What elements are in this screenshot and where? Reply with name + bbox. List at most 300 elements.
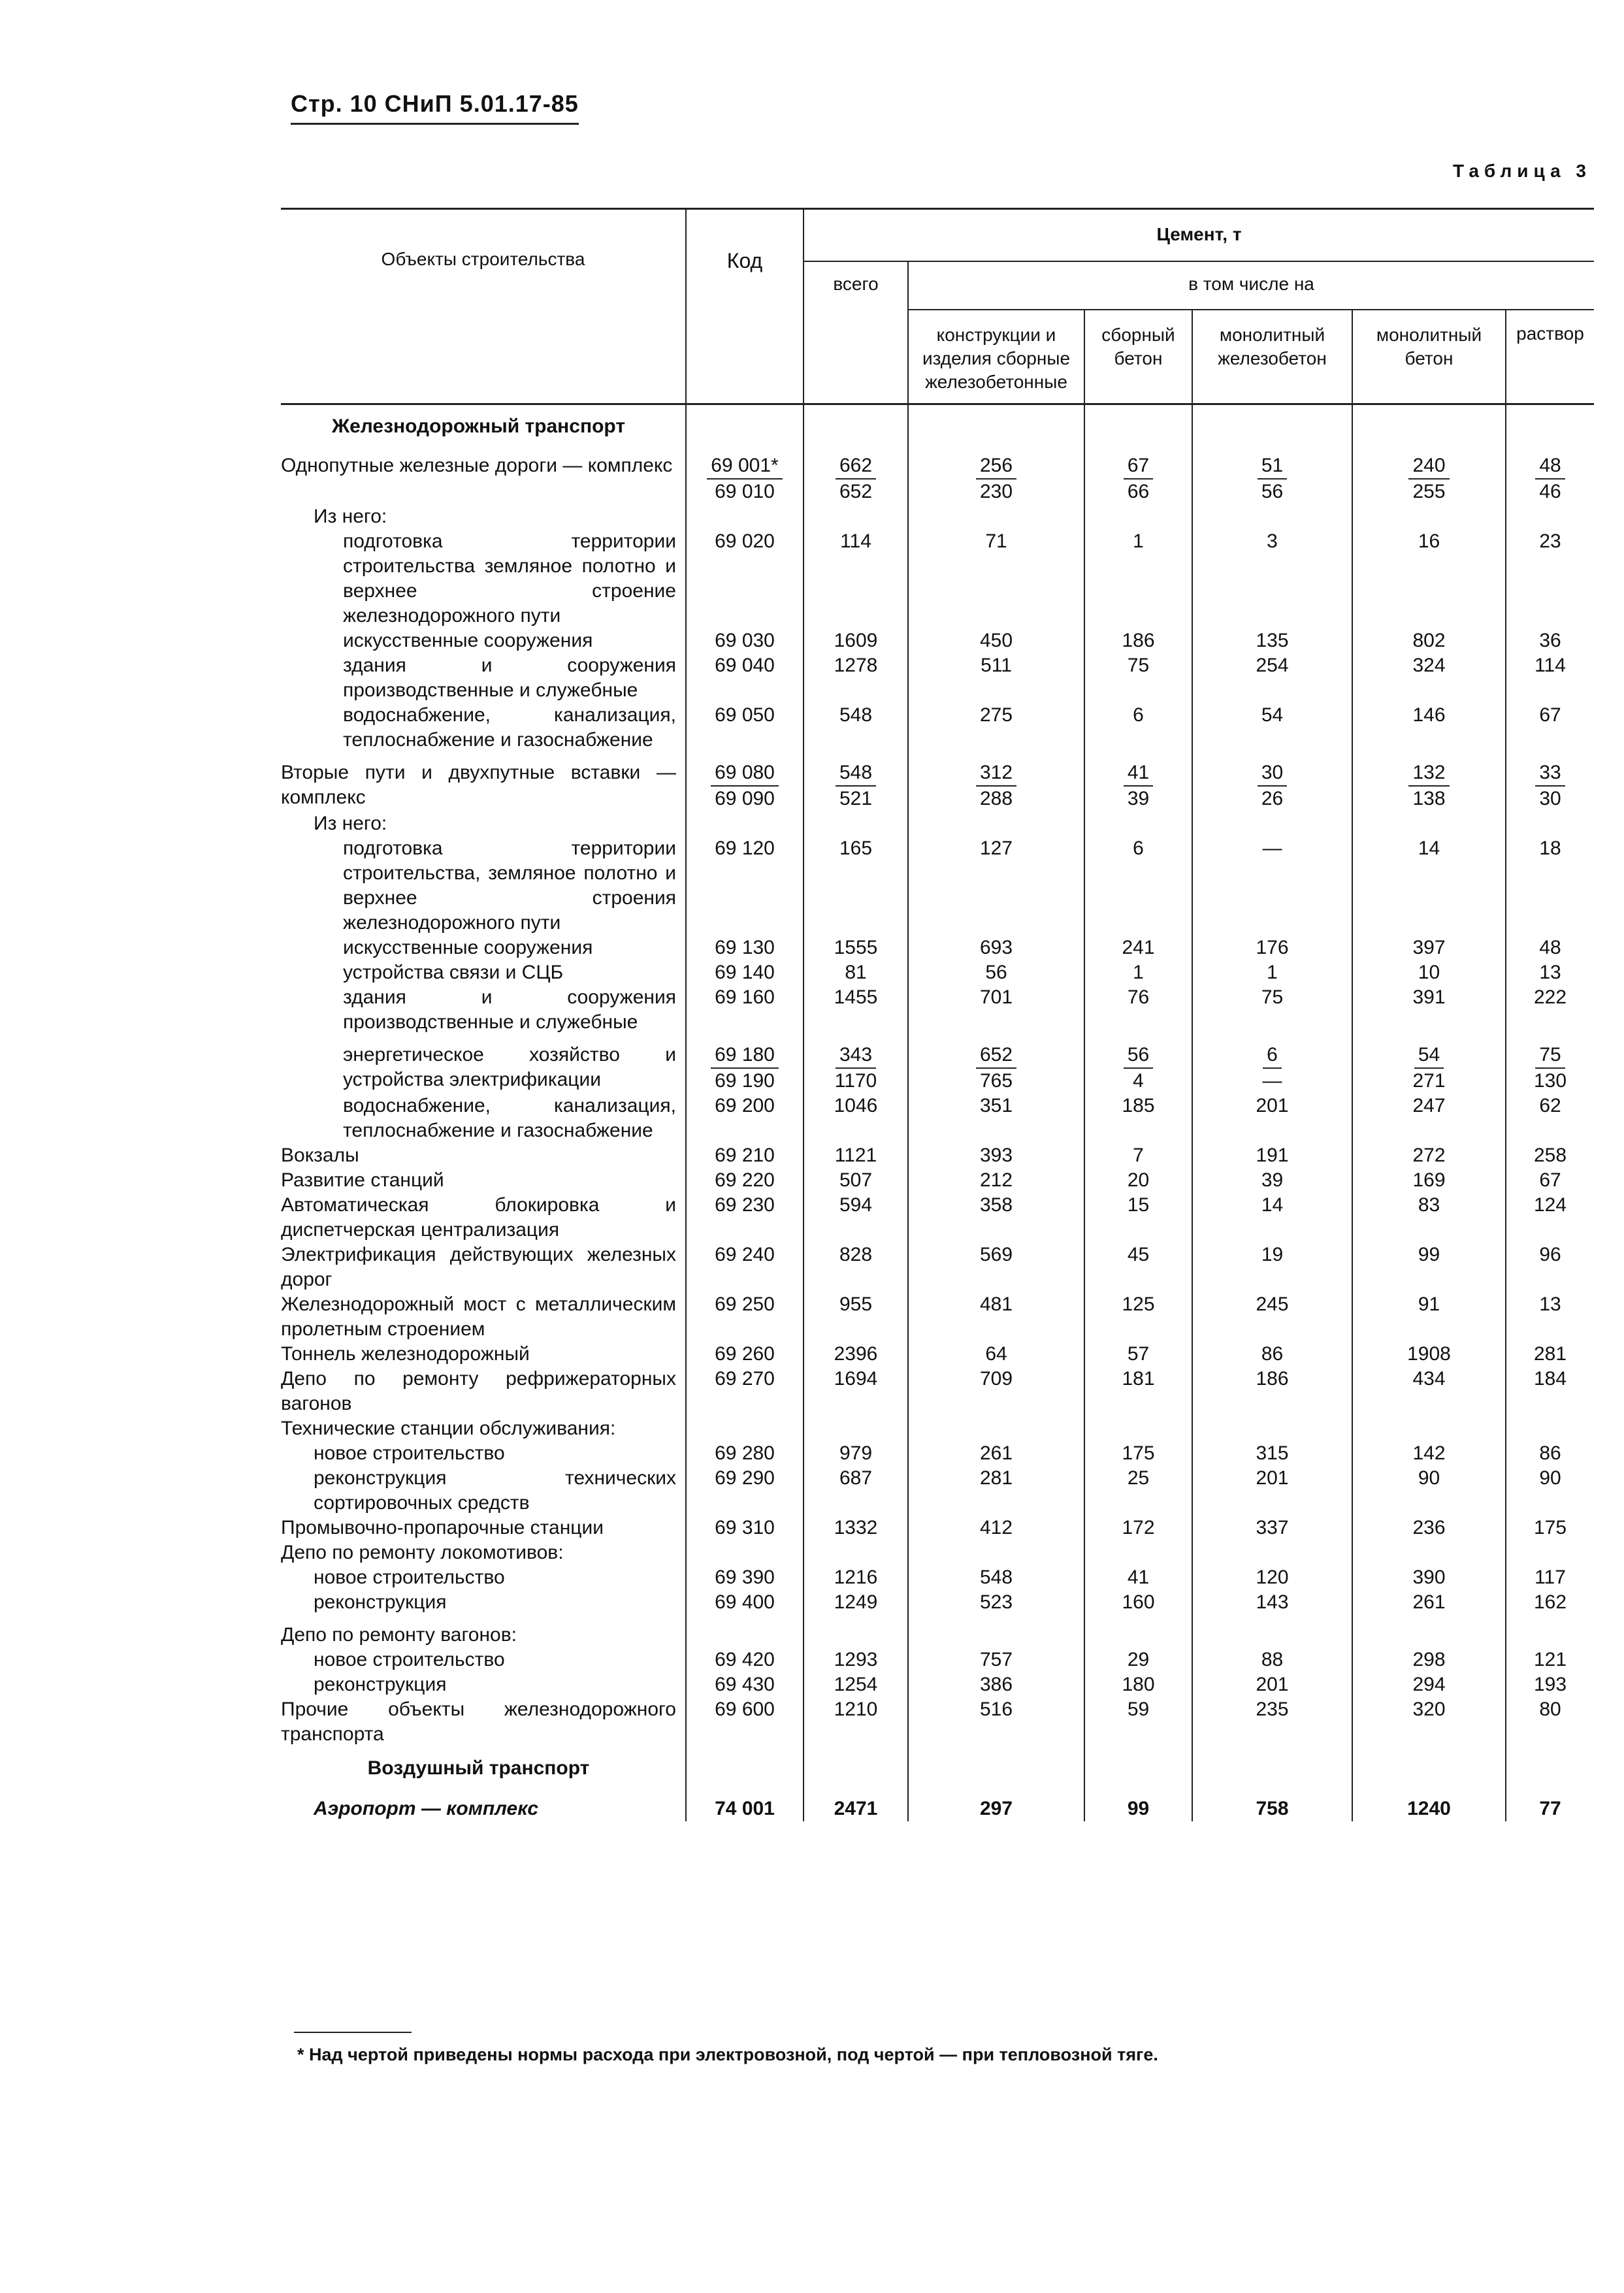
empty-cell bbox=[908, 404, 1084, 446]
cement-precast-concrete: 41 bbox=[1084, 1565, 1192, 1590]
cement-monolithic-rc bbox=[1192, 1035, 1352, 1094]
cement-mortar: 121 bbox=[1506, 1648, 1594, 1672]
cement-precast-rc bbox=[908, 1615, 1084, 1648]
cement-monolithic-rc: 88 bbox=[1192, 1648, 1352, 1672]
header-including: в том числе на bbox=[908, 261, 1594, 310]
cement-precast-concrete bbox=[1084, 811, 1192, 836]
object-code bbox=[686, 1615, 804, 1648]
header-col-monolithic-concrete: монолитный бетон bbox=[1352, 310, 1506, 404]
cement-mortar: 62 bbox=[1506, 1094, 1594, 1143]
cement-monolithic-rc bbox=[1192, 811, 1352, 836]
object-code: 69 260 bbox=[686, 1342, 804, 1367]
cement-total bbox=[804, 811, 908, 836]
cement-total: 1455 bbox=[804, 985, 908, 1035]
cement-monolithic-concrete: 83 bbox=[1352, 1193, 1506, 1243]
cement-total bbox=[804, 1035, 908, 1094]
object-code: 69 220 bbox=[686, 1168, 804, 1193]
cement-precast-concrete: 160 bbox=[1084, 1590, 1192, 1615]
object-code: 69 120 bbox=[686, 836, 804, 935]
cement-monolithic-concrete bbox=[1352, 446, 1506, 504]
cement-monolithic-concrete: 169 bbox=[1352, 1168, 1506, 1193]
fraction-value: $\frac{30}{26}$ bbox=[1258, 760, 1287, 811]
cement-precast-rc: 275 bbox=[908, 703, 1084, 753]
table-row bbox=[281, 504, 1594, 529]
cement-monolithic-concrete: 1908 bbox=[1352, 1342, 1506, 1367]
cement-precast-rc bbox=[908, 811, 1084, 836]
cement-precast-rc: 281 bbox=[908, 1466, 1084, 1516]
object-name: искусственные сооружения bbox=[343, 630, 593, 651]
object-name: Железнодорожный мост с металлическим пролетным строением bbox=[281, 1293, 676, 1340]
object-code bbox=[686, 811, 804, 836]
table-row bbox=[281, 985, 1594, 1035]
empty-cell bbox=[908, 1747, 1084, 1787]
cement-monolithic-rc bbox=[1192, 446, 1352, 504]
cement-monolithic-rc bbox=[1192, 1615, 1352, 1648]
fraction-value: $\frac{69 180}{69 190}$ bbox=[711, 1043, 779, 1094]
fraction-value: $\frac{662}{652}$ bbox=[836, 453, 876, 504]
empty-cell bbox=[804, 404, 908, 446]
cement-mortar bbox=[1506, 1416, 1594, 1441]
cement-mortar: 162 bbox=[1506, 1590, 1594, 1615]
cement-precast-concrete bbox=[1084, 504, 1192, 529]
cement-precast-rc: 386 bbox=[908, 1672, 1084, 1697]
cement-precast-rc bbox=[908, 1416, 1084, 1441]
fraction-value: $\frac{652}{765}$ bbox=[976, 1043, 1016, 1094]
object-name: подготовка территории строительства, земляное полотно и верхнее строения железнодорожного пути bbox=[343, 838, 676, 934]
cement-monolithic-rc: 135 bbox=[1192, 628, 1352, 653]
cement-mortar: 80 bbox=[1506, 1697, 1594, 1747]
table-row bbox=[281, 1342, 1594, 1367]
table-row bbox=[281, 1516, 1594, 1540]
cement-precast-rc: 64 bbox=[908, 1342, 1084, 1367]
cement-monolithic-concrete: 1240 bbox=[1352, 1787, 1506, 1821]
footnote: * Над чертой приведены нормы расхода при электровозной, под чертой — при тепловозной тяге. bbox=[297, 2045, 1158, 2064]
cement-total: 1694 bbox=[804, 1367, 908, 1416]
cement-precast-rc: 569 bbox=[908, 1243, 1084, 1292]
object-code: 69 390 bbox=[686, 1565, 804, 1590]
cement-monolithic-rc: 254 bbox=[1192, 653, 1352, 703]
cement-monolithic-concrete: 146 bbox=[1352, 703, 1506, 753]
cement-monolithic-rc: 235 bbox=[1192, 1697, 1352, 1747]
cement-total: 1609 bbox=[804, 628, 908, 653]
empty-cell bbox=[804, 1747, 908, 1787]
cement-precast-concrete: 6 bbox=[1084, 836, 1192, 935]
object-code bbox=[686, 1416, 804, 1441]
object-code bbox=[686, 1035, 804, 1094]
cement-monolithic-concrete: 272 bbox=[1352, 1143, 1506, 1168]
cement-precast-rc bbox=[908, 504, 1084, 529]
cement-precast-rc: 71 bbox=[908, 529, 1084, 628]
empty-cell bbox=[686, 404, 804, 446]
object-code: 69 400 bbox=[686, 1590, 804, 1615]
fraction-value: $\frac{69 080}{69 090}$ bbox=[711, 760, 779, 811]
cement-precast-concrete: 15 bbox=[1084, 1193, 1192, 1243]
fraction-value: $\frac{256}{230}$ bbox=[976, 453, 1016, 504]
cement-mortar: 67 bbox=[1506, 703, 1594, 753]
cement-monolithic-rc bbox=[1192, 1540, 1352, 1565]
cement-mortar: 13 bbox=[1506, 960, 1594, 985]
object-code: 69 230 bbox=[686, 1193, 804, 1243]
cement-total bbox=[804, 504, 908, 529]
cement-total bbox=[804, 446, 908, 504]
object-code: 69 210 bbox=[686, 1143, 804, 1168]
cement-mortar bbox=[1506, 446, 1594, 504]
cement-monolithic-concrete: 16 bbox=[1352, 529, 1506, 628]
cement-total: 507 bbox=[804, 1168, 908, 1193]
cement-total: 81 bbox=[804, 960, 908, 985]
cement-total: 1216 bbox=[804, 1565, 908, 1590]
cement-total: 1278 bbox=[804, 653, 908, 703]
cement-total: 1210 bbox=[804, 1697, 908, 1747]
cement-monolithic-rc: 201 bbox=[1192, 1466, 1352, 1516]
table-row bbox=[281, 1540, 1594, 1565]
section-title: Железнодорожный транспорт bbox=[331, 415, 626, 437]
object-code: 69 420 bbox=[686, 1648, 804, 1672]
cement-precast-concrete bbox=[1084, 446, 1192, 504]
cement-total: 1555 bbox=[804, 935, 908, 960]
cement-mortar bbox=[1506, 811, 1594, 836]
cement-monolithic-concrete: 236 bbox=[1352, 1516, 1506, 1540]
fraction-value: $\frac{69 001*}{69 010}$ bbox=[707, 453, 782, 504]
cement-monolithic-concrete: 397 bbox=[1352, 935, 1506, 960]
cement-precast-concrete: 241 bbox=[1084, 935, 1192, 960]
cement-mortar: 23 bbox=[1506, 529, 1594, 628]
fraction-value: $\frac{56}{4}$ bbox=[1124, 1043, 1153, 1094]
object-name: Депо по ремонту локомотивов: bbox=[281, 1542, 564, 1563]
header-code: Код bbox=[686, 209, 804, 404]
cement-mortar: 86 bbox=[1506, 1441, 1594, 1466]
cement-mortar: 124 bbox=[1506, 1193, 1594, 1243]
cement-precast-concrete bbox=[1084, 753, 1192, 811]
fraction-value: $\frac{312}{288}$ bbox=[976, 760, 1016, 811]
cement-mortar bbox=[1506, 1615, 1594, 1648]
cement-precast-rc: 450 bbox=[908, 628, 1084, 653]
object-code: 69 290 bbox=[686, 1466, 804, 1516]
cement-precast-rc: 56 bbox=[908, 960, 1084, 985]
cement-monolithic-rc: 86 bbox=[1192, 1342, 1352, 1367]
object-code bbox=[686, 753, 804, 811]
cement-precast-rc: 548 bbox=[908, 1565, 1084, 1590]
cement-monolithic-rc: 201 bbox=[1192, 1094, 1352, 1143]
cement-mortar: 281 bbox=[1506, 1342, 1594, 1367]
cement-monolithic-concrete: 10 bbox=[1352, 960, 1506, 985]
object-name: подготовка территории строительства земляное полотно и верхнее строение железнодорожного пути bbox=[343, 530, 676, 626]
table-row bbox=[281, 1143, 1594, 1168]
cement-total bbox=[804, 1540, 908, 1565]
object-name: Однопутные железные дороги — комплекс bbox=[281, 455, 673, 476]
cement-mortar: 175 bbox=[1506, 1516, 1594, 1540]
cement-precast-concrete: 57 bbox=[1084, 1342, 1192, 1367]
cement-monolithic-concrete: 802 bbox=[1352, 628, 1506, 653]
cement-mortar: 36 bbox=[1506, 628, 1594, 653]
cement-mortar: 77 bbox=[1506, 1787, 1594, 1821]
table-row bbox=[281, 653, 1594, 703]
cement-monolithic-rc: 337 bbox=[1192, 1516, 1352, 1540]
cement-monolithic-concrete: 91 bbox=[1352, 1292, 1506, 1342]
cement-precast-concrete: 7 bbox=[1084, 1143, 1192, 1168]
cement-total: 955 bbox=[804, 1292, 908, 1342]
object-name: новое строительство bbox=[314, 1649, 505, 1670]
cement-norms-table bbox=[281, 208, 1594, 1821]
object-code: 69 200 bbox=[686, 1094, 804, 1143]
cement-precast-rc: 412 bbox=[908, 1516, 1084, 1540]
cement-total bbox=[804, 753, 908, 811]
cement-total bbox=[804, 1416, 908, 1441]
cement-precast-concrete: 1 bbox=[1084, 960, 1192, 985]
cement-precast-concrete: 125 bbox=[1084, 1292, 1192, 1342]
object-name: устройства связи и СЦБ bbox=[343, 962, 564, 983]
cement-monolithic-rc: 245 bbox=[1192, 1292, 1352, 1342]
table-row bbox=[281, 1648, 1594, 1672]
cement-monolithic-concrete: 390 bbox=[1352, 1565, 1506, 1590]
empty-cell bbox=[1506, 1747, 1594, 1787]
fraction-value: $\frac{48}{46}$ bbox=[1535, 453, 1565, 504]
cement-monolithic-concrete bbox=[1352, 504, 1506, 529]
table-row bbox=[281, 446, 1594, 504]
cement-monolithic-concrete: 90 bbox=[1352, 1466, 1506, 1516]
cement-monolithic-rc: 39 bbox=[1192, 1168, 1352, 1193]
empty-cell bbox=[1084, 404, 1192, 446]
object-code: 69 020 bbox=[686, 529, 804, 628]
cement-precast-rc: 351 bbox=[908, 1094, 1084, 1143]
object-code: 69 600 bbox=[686, 1697, 804, 1747]
cement-monolithic-concrete: 298 bbox=[1352, 1648, 1506, 1672]
cement-total: 1332 bbox=[804, 1516, 908, 1540]
object-name: Депо по ремонту рефрижераторных вагонов bbox=[281, 1368, 676, 1414]
cement-precast-concrete: 45 bbox=[1084, 1243, 1192, 1292]
table-row bbox=[281, 1565, 1594, 1590]
cement-monolithic-rc: 1 bbox=[1192, 960, 1352, 985]
cement-mortar: 117 bbox=[1506, 1565, 1594, 1590]
cement-precast-rc: 693 bbox=[908, 935, 1084, 960]
object-name: Из него: bbox=[314, 813, 387, 834]
table-row bbox=[281, 753, 1594, 811]
fraction-value: $\frac{67}{66}$ bbox=[1124, 453, 1153, 504]
object-name: здания и сооружения производственные и служебные bbox=[343, 655, 676, 701]
object-name: Промывочно-пропарочные станции bbox=[281, 1517, 604, 1538]
object-name: реконструкция bbox=[314, 1674, 447, 1695]
table-row bbox=[281, 836, 1594, 935]
object-code: 69 430 bbox=[686, 1672, 804, 1697]
cement-monolithic-rc: — bbox=[1192, 836, 1352, 935]
header-col-monolithic-rc: монолитный железобетон bbox=[1192, 310, 1352, 404]
header-col-precast-concrete: сборный бетон bbox=[1084, 310, 1192, 404]
cement-mortar bbox=[1506, 753, 1594, 811]
cement-precast-rc: 127 bbox=[908, 836, 1084, 935]
cement-monolithic-rc: 19 bbox=[1192, 1243, 1352, 1292]
empty-cell bbox=[1192, 404, 1352, 446]
empty-cell bbox=[1506, 404, 1594, 446]
object-code: 69 040 bbox=[686, 653, 804, 703]
cement-precast-concrete: 175 bbox=[1084, 1441, 1192, 1466]
table-row bbox=[281, 1243, 1594, 1292]
cement-precast-rc: 516 bbox=[908, 1697, 1084, 1747]
cement-monolithic-rc: 186 bbox=[1192, 1367, 1352, 1416]
object-name: Тоннель железнодорожный bbox=[281, 1343, 530, 1365]
object-code bbox=[686, 446, 804, 504]
cement-total: 548 bbox=[804, 703, 908, 753]
header-objects: Объекты строительства bbox=[381, 249, 585, 269]
cement-precast-concrete: 76 bbox=[1084, 985, 1192, 1035]
fraction-value: $\frac{41}{39}$ bbox=[1124, 760, 1153, 811]
cement-precast-concrete: 185 bbox=[1084, 1094, 1192, 1143]
cement-monolithic-concrete bbox=[1352, 1540, 1506, 1565]
cement-monolithic-rc: 758 bbox=[1192, 1787, 1352, 1821]
table-row bbox=[281, 811, 1594, 836]
fraction-value: $\frac{548}{521}$ bbox=[836, 760, 876, 811]
object-name: водоснабжение, канализация, теплоснабжение и газоснабжение bbox=[343, 1095, 676, 1141]
cement-monolithic-rc: 54 bbox=[1192, 703, 1352, 753]
table-row bbox=[281, 1590, 1594, 1615]
cement-monolithic-concrete: 434 bbox=[1352, 1367, 1506, 1416]
cement-monolithic-concrete: 294 bbox=[1352, 1672, 1506, 1697]
section-air-transport bbox=[281, 1747, 1594, 1787]
table-row bbox=[281, 935, 1594, 960]
object-name: искусственные сооружения bbox=[343, 937, 593, 958]
cement-precast-rc: 297 bbox=[908, 1787, 1084, 1821]
cement-mortar: 13 bbox=[1506, 1292, 1594, 1342]
object-name: Депо по ремонту вагонов: bbox=[281, 1624, 517, 1646]
object-name: новое строительство bbox=[314, 1567, 505, 1588]
cement-total: 828 bbox=[804, 1243, 908, 1292]
object-name: новое строительство bbox=[314, 1442, 505, 1464]
cement-precast-concrete: 59 bbox=[1084, 1697, 1192, 1747]
object-code: 74 001 bbox=[686, 1787, 804, 1821]
cement-precast-concrete bbox=[1084, 1540, 1192, 1565]
cement-monolithic-concrete bbox=[1352, 811, 1506, 836]
empty-cell bbox=[1192, 1747, 1352, 1787]
cement-monolithic-rc: 75 bbox=[1192, 985, 1352, 1035]
section-rail-transport bbox=[281, 404, 1594, 446]
object-code: 69 030 bbox=[686, 628, 804, 653]
cement-mortar bbox=[1506, 1540, 1594, 1565]
cement-precast-concrete: 29 bbox=[1084, 1648, 1192, 1672]
cement-total: 1254 bbox=[804, 1672, 908, 1697]
page-header: Стр. 10 СНиП 5.01.17-85 bbox=[291, 90, 579, 125]
table-body bbox=[281, 404, 1594, 1822]
fraction-value: $\frac{132}{138}$ bbox=[1408, 760, 1449, 811]
cement-monolithic-rc bbox=[1192, 1416, 1352, 1441]
empty-cell bbox=[1352, 1747, 1506, 1787]
cement-precast-concrete: 172 bbox=[1084, 1516, 1192, 1540]
fraction-value: $\frac{75}{130}$ bbox=[1533, 1044, 1567, 1092]
cement-monolithic-concrete: 391 bbox=[1352, 985, 1506, 1035]
empty-cell bbox=[686, 1747, 804, 1787]
object-name: энергетическое хозяйство и устройства электрификации bbox=[343, 1044, 676, 1090]
cement-precast-rc bbox=[908, 446, 1084, 504]
object-name: Вторые пути и двухпутные вставки — комплекс bbox=[281, 762, 676, 808]
cement-monolithic-concrete: 14 bbox=[1352, 836, 1506, 935]
table-label: Таблица 3 bbox=[1452, 161, 1591, 181]
object-code: 69 250 bbox=[686, 1292, 804, 1342]
object-code: 69 310 bbox=[686, 1516, 804, 1540]
cement-precast-rc: 511 bbox=[908, 653, 1084, 703]
table-row bbox=[281, 1697, 1594, 1747]
table-row bbox=[281, 1466, 1594, 1516]
cement-total: 2396 bbox=[804, 1342, 908, 1367]
cement-monolithic-concrete bbox=[1352, 1615, 1506, 1648]
cement-monolithic-concrete: 320 bbox=[1352, 1697, 1506, 1747]
cement-monolithic-rc: 201 bbox=[1192, 1672, 1352, 1697]
cement-total: 1121 bbox=[804, 1143, 908, 1168]
object-code: 69 160 bbox=[686, 985, 804, 1035]
table-row bbox=[281, 1367, 1594, 1416]
fraction-value: $\frac{54}{271}$ bbox=[1412, 1044, 1446, 1092]
table-row bbox=[281, 1787, 1594, 1821]
cement-precast-rc: 261 bbox=[908, 1441, 1084, 1466]
cement-precast-concrete: 75 bbox=[1084, 653, 1192, 703]
cement-monolithic-rc: 14 bbox=[1192, 1193, 1352, 1243]
fraction-value: $\frac{6}{—}$ bbox=[1262, 1044, 1282, 1092]
cement-precast-rc bbox=[908, 1035, 1084, 1094]
cement-precast-rc: 701 bbox=[908, 985, 1084, 1035]
object-code bbox=[686, 504, 804, 529]
table-row bbox=[281, 1168, 1594, 1193]
cement-monolithic-rc: 176 bbox=[1192, 935, 1352, 960]
object-name: Электрификация действующих железных дорог bbox=[281, 1244, 676, 1290]
cement-mortar: 258 bbox=[1506, 1143, 1594, 1168]
cement-precast-concrete: 6 bbox=[1084, 703, 1192, 753]
fraction-value: $\frac{33}{30}$ bbox=[1535, 760, 1565, 811]
header-col-precast-rc: конструкции и изделия сборные железобетонные bbox=[908, 310, 1084, 404]
cement-monolithic-concrete: 99 bbox=[1352, 1243, 1506, 1292]
object-code: 69 140 bbox=[686, 960, 804, 985]
object-name: Автоматическая блокировка и диспетчерская централизация bbox=[281, 1194, 676, 1241]
cement-total: 1249 bbox=[804, 1590, 908, 1615]
cement-monolithic-rc: 191 bbox=[1192, 1143, 1352, 1168]
cement-precast-concrete: 1 bbox=[1084, 529, 1192, 628]
cement-mortar: 114 bbox=[1506, 653, 1594, 703]
object-name: водоснабжение, канализация, теплоснабжение и газоснабжение bbox=[343, 704, 676, 751]
cement-precast-rc: 393 bbox=[908, 1143, 1084, 1168]
object-name: Вокзалы bbox=[281, 1145, 359, 1166]
table-row bbox=[281, 1035, 1594, 1094]
cement-total: 979 bbox=[804, 1441, 908, 1466]
cement-precast-rc: 757 bbox=[908, 1648, 1084, 1672]
cement-precast-concrete bbox=[1084, 1615, 1192, 1648]
cement-precast-rc: 212 bbox=[908, 1168, 1084, 1193]
cement-monolithic-concrete bbox=[1352, 753, 1506, 811]
cement-precast-concrete bbox=[1084, 1416, 1192, 1441]
fraction-value: $\frac{240}{255}$ bbox=[1408, 453, 1449, 504]
cement-total: 594 bbox=[804, 1193, 908, 1243]
cement-total: 165 bbox=[804, 836, 908, 935]
cement-precast-concrete: 186 bbox=[1084, 628, 1192, 653]
cement-monolithic-rc: 315 bbox=[1192, 1441, 1352, 1466]
cement-monolithic-concrete: 324 bbox=[1352, 653, 1506, 703]
empty-cell bbox=[1084, 1747, 1192, 1787]
object-code bbox=[686, 1540, 804, 1565]
table-row bbox=[281, 703, 1594, 753]
cement-precast-rc: 523 bbox=[908, 1590, 1084, 1615]
cement-monolithic-rc bbox=[1192, 753, 1352, 811]
cement-total: 687 bbox=[804, 1466, 908, 1516]
cement-monolithic-rc: 120 bbox=[1192, 1565, 1352, 1590]
table-row bbox=[281, 1094, 1594, 1143]
object-code: 69 050 bbox=[686, 703, 804, 753]
cement-precast-concrete: 180 bbox=[1084, 1672, 1192, 1697]
table-row bbox=[281, 1193, 1594, 1243]
table-row bbox=[281, 529, 1594, 628]
cement-total: 114 bbox=[804, 529, 908, 628]
object-name: Из него: bbox=[314, 506, 387, 527]
object-name: реконструкция bbox=[314, 1591, 447, 1613]
cement-precast-concrete: 181 bbox=[1084, 1367, 1192, 1416]
header-total: всего bbox=[804, 261, 908, 404]
cement-monolithic-concrete: 247 bbox=[1352, 1094, 1506, 1143]
cement-mortar: 222 bbox=[1506, 985, 1594, 1035]
object-code: 69 280 bbox=[686, 1441, 804, 1466]
